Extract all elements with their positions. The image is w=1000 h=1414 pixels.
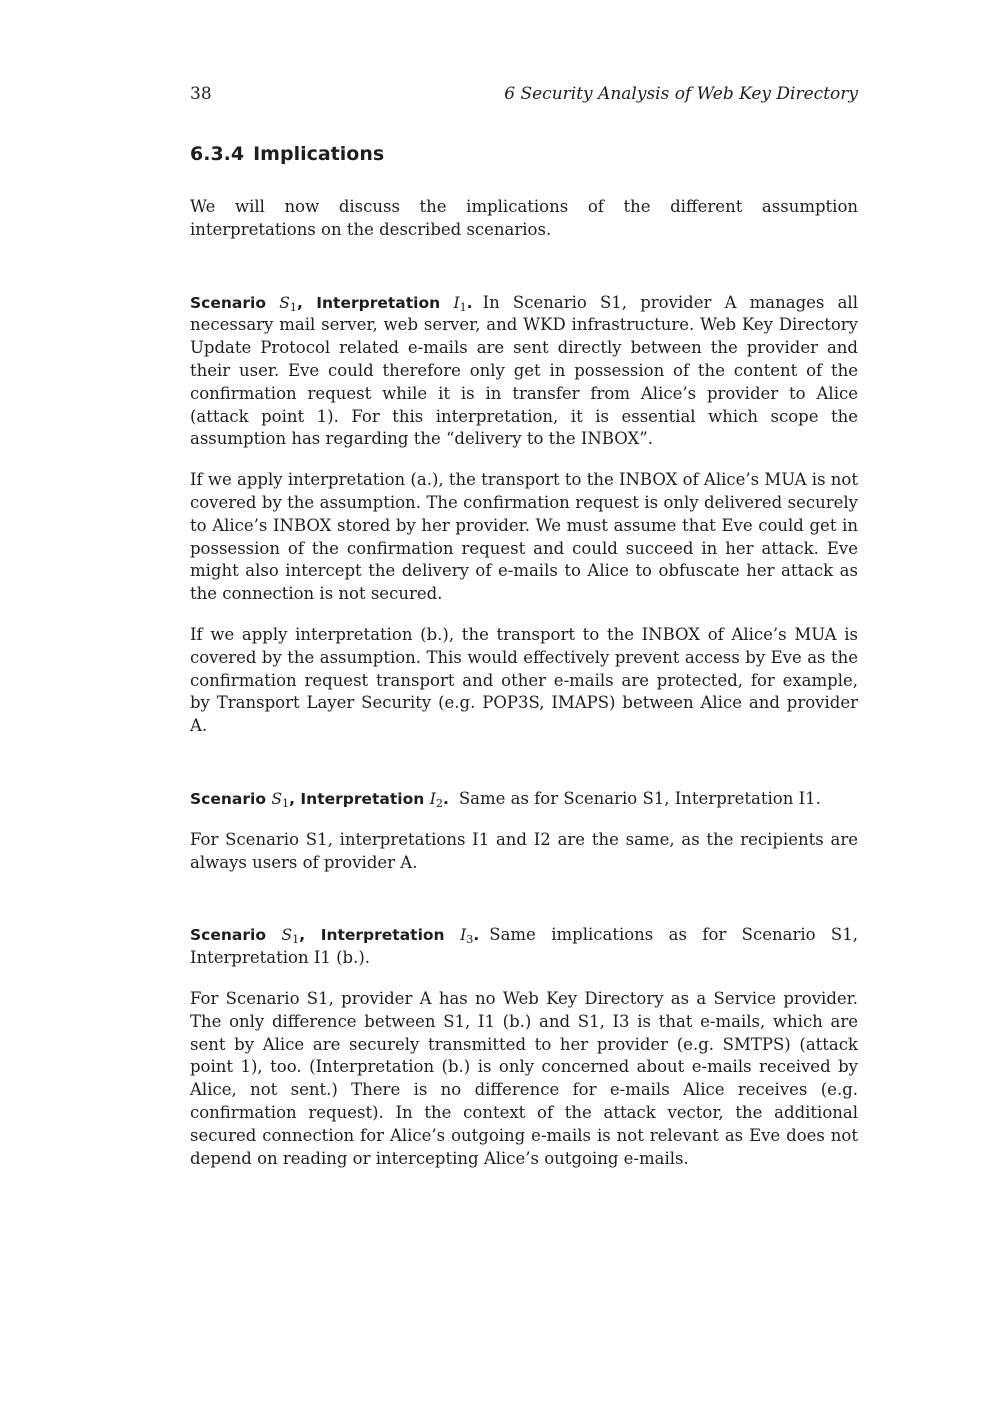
s1-i2-body: Same as for Scenario S1, Interpretation I1. — [458, 788, 821, 808]
run-in-heading-s1-i1: Scenario $S_1$, Interpretation $I_1$. — [190, 293, 473, 314]
paragraph-interpretation-b: If we apply interpretation (b.), the transport to the INBOX of Alice’s MUA is covered by the assumption. This would effectively prevent access by Eve as the confirmation request transport and other e-mails are protected, for example, by Transport Layer Security (e.g. POP3S, IMAPS) between Alice and provider A. — [190, 624, 858, 736]
run-in-heading-s1-i3: Scenario $S_1$, Interpretation $I_3$. — [190, 926, 480, 947]
page — [190, 0, 858, 1414]
paragraph-s1-i3-detail: For Scenario S1, provider A has no Web Key Directory as a Service provider. The only difference between S1, I1 (b.) and S1, I3 is that e-mails, which are sent by Alice are securely transmitted to her provider (e.g. SMTPS) (attack point 1), too. (Interpretation (b.) is only concerned about e-mails received by Alice, not sent.) There is no difference for e-mails Alice receives (e.g. confirmation request). In the context of the attack vector, the additional secured connection for Alice’s outgoing e-mails is not relevant as Eve does not depend on reading or intercepting Alice’s outgoing e-mails. — [190, 988, 858, 1168]
paragraph-s1-i3 — [190, 924, 858, 970]
intro-paragraph: We will now discuss the implications of the different assumption interpretations on the described scenarios. — [190, 197, 858, 239]
running-title: 6 Security Analysis of Web Key Directory — [504, 84, 858, 104]
section-title: Implications — [253, 143, 385, 165]
paragraph-s1-i2-detail: For Scenario S1, interpretations I1 and I2 are the same, as the recipients are always users of provider A. — [190, 829, 858, 872]
paragraph-interpretation-a: If we apply interpretation (a.), the transport to the INBOX of Alice’s MUA is not covered by the assumption. The confirmation request is only delivered securely to Alice’s INBOX stored by her provider. We must assume that Eve could get in possession of the confirmation request and could succeed in her attack. Eve might also intercept the delivery of e-mails to Alice to obfuscate her attack as the connection is not secured. — [190, 470, 858, 604]
section-number: 6.3.4 — [190, 143, 245, 165]
s1-i1-body: In Scenario S1, provider A manages all necessary mail server, web server, and WKD infrastructure. Web Key Directory Update Protocol related e-mails are sent directly between the provider and their user. Eve could therefore only get in possession of the content of the confirmation request while it is in transfer from Alice’s provider to Alice (attack point 1). For this interpretation, it is essential which scope the assumption has regarding the “delivery to the INBOX”. — [190, 292, 858, 449]
section-heading — [190, 141, 384, 167]
paragraph-s1-i1 — [190, 292, 858, 452]
page-number: 38 — [190, 84, 212, 104]
paragraph-s1-i2 — [190, 788, 858, 811]
body-text — [190, 196, 858, 1170]
run-in-heading-s1-i2: Scenario $S_1$, Interpretation $I_2$. — [190, 789, 449, 810]
s1-i3-body: Same implications as for Scenario S1, Interpretation I1 (b.). — [190, 925, 858, 968]
